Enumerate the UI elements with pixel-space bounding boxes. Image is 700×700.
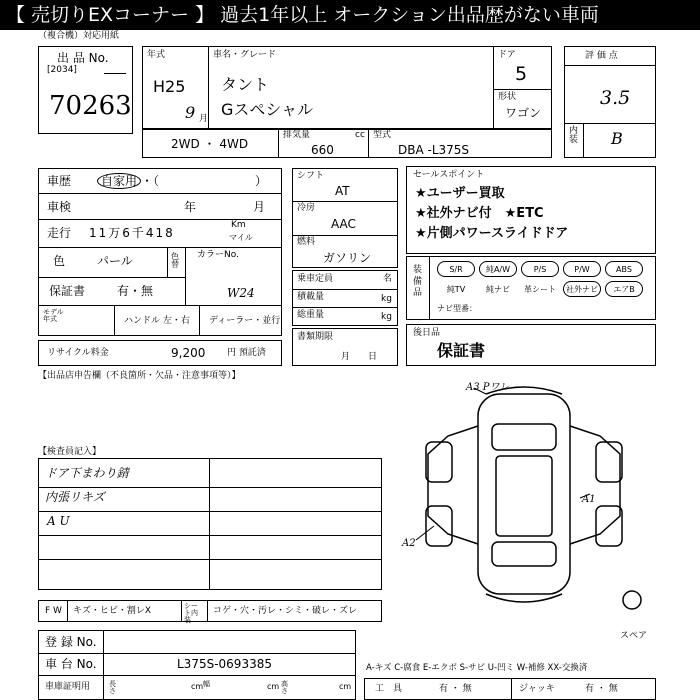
fuel-value: ガソリン: [323, 251, 372, 265]
inspection-label: 車検: [47, 200, 72, 214]
equipment-label: 装備品: [413, 265, 423, 299]
dim-height-unit: cm: [339, 682, 352, 691]
mileage-value: 11万6千418: [89, 226, 175, 240]
color-value: パール: [97, 254, 133, 268]
model-value: DBA -L375S: [398, 143, 470, 157]
note-line-2: 内張リキズ: [45, 490, 105, 504]
sales-label: セールスポイント: [413, 170, 485, 180]
sales-box: [406, 166, 656, 254]
lot-number: 70263: [49, 91, 132, 121]
recycle-unit: 円 預託済: [227, 348, 266, 358]
month-unit: 月: [199, 114, 209, 124]
equip-aftermarket-navi: 社外ナビ: [563, 281, 601, 297]
shift-label: シフト: [297, 171, 325, 181]
fw-box: [38, 600, 382, 622]
sales-point-3: ★片側パワースライドドア: [415, 226, 569, 241]
damage-legend: A-キズ C-腐食 E-エクボ S-サビ U-凹ミ W-補修 XX-交換済: [366, 663, 588, 673]
car-grade: Gスペシャル: [221, 100, 314, 119]
equip-airbag: エアB: [605, 281, 643, 297]
lot-box: [38, 46, 133, 134]
banner: 【 売切りEXコーナー 】 過去1年以上 オークション出品歴がない車両: [0, 0, 700, 30]
displacement-label: 排気量: [283, 130, 311, 140]
inspector-notes-label: 【検査員記入】: [38, 447, 102, 457]
fuel-label: 燃料: [297, 237, 316, 247]
km-unit: Km: [231, 220, 246, 230]
colorno-value: W24: [227, 286, 255, 300]
history-box: [38, 168, 282, 336]
handle-value: ハンドル 左・右: [124, 316, 190, 326]
ac-value: AAC: [331, 217, 356, 231]
equip-sr: S/R: [437, 261, 475, 277]
specs-box: [292, 168, 398, 268]
capacity-box: [292, 270, 398, 326]
cert-label: 車庫証明用: [45, 682, 91, 692]
dealer-value: ディーラー・並行: [209, 316, 281, 326]
mile-unit: マイル: [229, 233, 253, 242]
mileage-label: 走行: [47, 226, 72, 240]
ac-label: 冷房: [297, 203, 316, 213]
recycle-label: リサイクル料金: [47, 348, 109, 358]
car-name: タント: [221, 75, 270, 94]
after-label: 後日品: [413, 328, 441, 338]
spare-label: スペア: [620, 631, 648, 641]
recycle-value: 9,200: [171, 346, 206, 360]
load-label: 積載量: [297, 292, 325, 302]
dim-width: 幅: [203, 680, 210, 688]
model-year-label: モデル年式: [43, 308, 64, 323]
rating-score: 3.5: [600, 87, 631, 109]
tools-box: [364, 678, 656, 700]
sub-header: （複合機）対応用紙: [38, 31, 120, 41]
dim-height: 高さ: [281, 680, 288, 695]
inspection-month-unit: 月: [253, 200, 266, 214]
year-value: H25: [153, 77, 186, 96]
diagram-a1: A1: [582, 494, 596, 505]
warranty-value: 有・無: [117, 284, 154, 298]
model-label: 型式: [373, 130, 392, 140]
weight-label: 総重量: [297, 310, 325, 320]
equip-navi: 純ナビ: [486, 285, 510, 294]
diagram-a3: A3 Pワレ: [466, 382, 510, 393]
colorno-label: カラーNo.: [197, 250, 239, 260]
seat-value: コゲ・穴・汚レ・シミ・破レ・ズレ: [213, 606, 358, 616]
reg-label: 車歴: [47, 174, 72, 188]
note-line-3: A U: [47, 514, 70, 528]
year-label: 年式: [147, 50, 166, 60]
jack-label: ジャッキ: [519, 684, 555, 694]
inspection-year-unit: 年: [184, 200, 197, 214]
body-label: 形状: [498, 92, 517, 102]
doors-value: 5: [515, 63, 528, 85]
lot-code: [2034]: [47, 65, 77, 75]
color-label: 色: [53, 254, 66, 268]
spec-row: [142, 128, 552, 158]
weight-unit: kg: [381, 312, 392, 322]
color-change-label: 色替: [171, 252, 179, 269]
warranty-label: 保証書: [49, 284, 86, 298]
note-line-1: ドア下まわり錆: [45, 466, 129, 480]
rating-label: 評 価 点: [585, 51, 618, 61]
dim-length: 長さ: [109, 680, 116, 695]
capacity-label: 乗車定員: [297, 274, 334, 284]
recycle-box: [38, 340, 282, 366]
interior-label: 内装: [569, 126, 579, 145]
doors-label: ドア: [498, 50, 516, 60]
equip-ps: P/S: [521, 261, 559, 277]
lot-label: 出 品 No.: [57, 51, 109, 65]
month-value: 9: [185, 103, 196, 122]
after-value: 保証書: [437, 341, 486, 360]
registration-box: [38, 630, 356, 700]
reg-suffix: ・（ ）: [141, 174, 268, 188]
navi-model-label: ナビ型番：: [437, 304, 477, 313]
sales-point-2: ★社外ナビ付 ★ETC: [415, 206, 544, 221]
shift-value: AT: [335, 184, 350, 198]
fw-label: F W: [45, 606, 62, 616]
tools-value: 有 ・ 無: [439, 684, 472, 694]
rating-box: [564, 46, 656, 158]
inspector-notes-box: [38, 458, 382, 590]
chassis-value: L375S-0693385: [177, 657, 272, 671]
equip-pw: P/W: [563, 261, 601, 277]
load-unit: kg: [381, 294, 392, 304]
drive-type: 2WD ・ 4WD: [171, 137, 249, 151]
equip-abs: ABS: [605, 261, 643, 277]
car-damage-diagram: [396, 376, 664, 616]
tools-label: 工 具: [375, 684, 403, 694]
equip-alloy: 純A/W: [479, 261, 517, 277]
sales-point-1: ★ユーザー買取: [415, 186, 505, 201]
seat-label: シート内装: [184, 602, 198, 624]
docs-label: 書類期限: [297, 332, 334, 342]
jack-value: 有 ・ 無: [585, 684, 618, 694]
capacity-unit: 名: [383, 274, 393, 284]
vehicle-box: [142, 46, 552, 130]
reg-value: 自家用: [97, 173, 141, 189]
seller-notes-label: 【出品店申告欄（不良箇所・欠品・注意事項等）】: [38, 371, 241, 381]
displacement-value: 660: [311, 143, 334, 157]
dim-length-unit: cm: [191, 682, 204, 691]
name-label: 車名・グレード: [213, 50, 277, 60]
equipment-box: [406, 256, 656, 320]
docs-box: [292, 328, 398, 366]
body-value: ワゴン: [505, 106, 542, 120]
docs-unit: 月 日: [341, 352, 378, 362]
displacement-unit: cc: [355, 130, 365, 140]
diagram-a2: A2: [402, 538, 416, 549]
equip-leather: 革シート: [524, 285, 556, 294]
equip-tv: 純TV: [446, 285, 466, 294]
chassis-label: 車 台 No.: [45, 657, 97, 671]
fw-value: キズ・ヒビ・割レX: [73, 606, 151, 616]
after-box: [406, 324, 656, 366]
reg-no-label: 登 録 No.: [45, 635, 97, 649]
dim-width-unit: cm: [267, 682, 280, 691]
interior-grade: B: [611, 129, 623, 148]
